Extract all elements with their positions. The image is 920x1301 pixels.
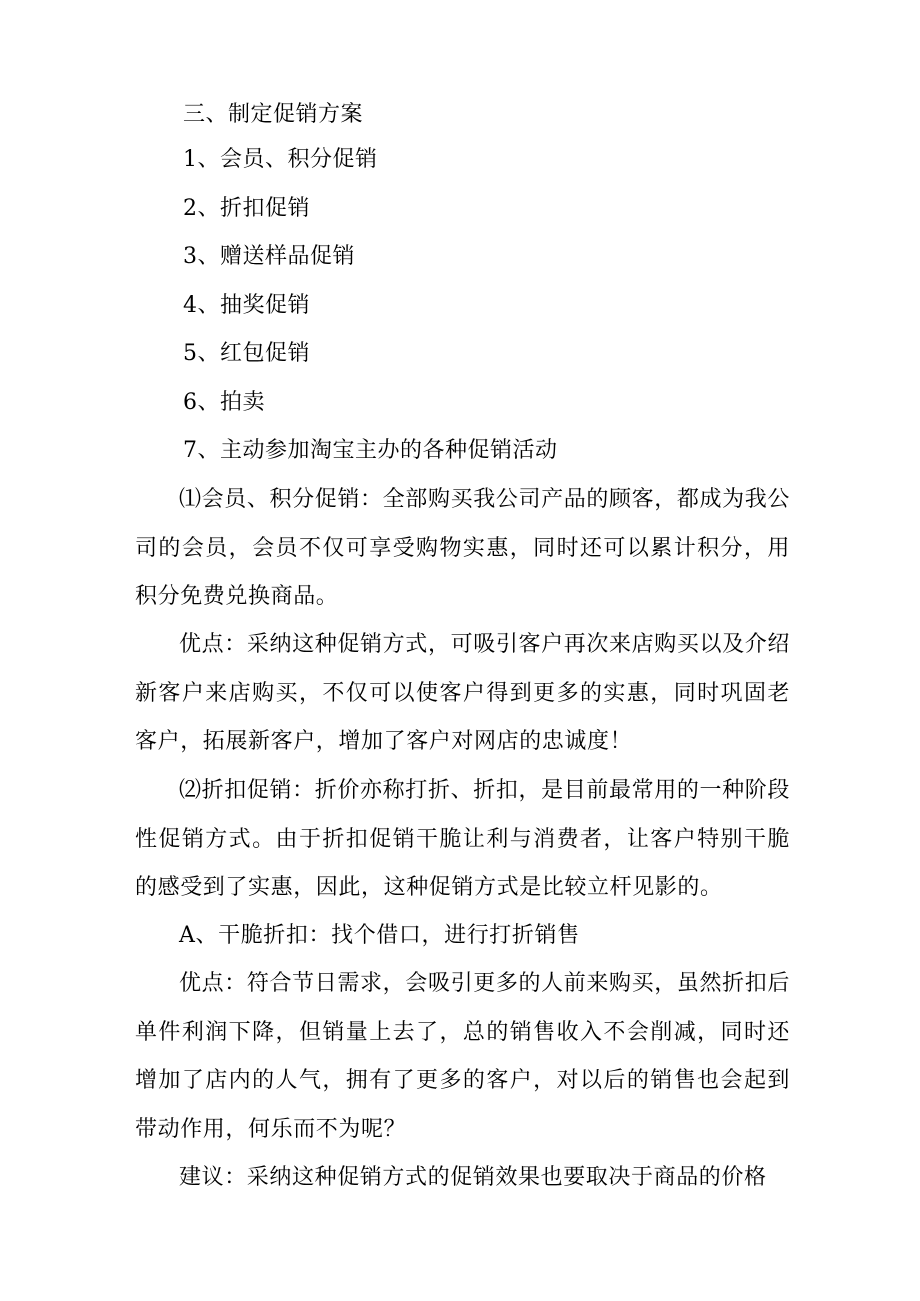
section-heading: 三、制定促销方案 bbox=[183, 102, 364, 127]
list-item-2: 2、折扣促销 bbox=[183, 196, 310, 221]
list-item-3: 3、赠送样品促销 bbox=[183, 244, 355, 269]
paragraph-discount-advantages: 优点：符合节日需求，会吸引更多的人前来购买，虽然折扣后单件利润下降，但销量上去了，总的销售收入不会削减，同时还增加了店内的人气，拥有了更多的客户，对以后的销售也会起到带动作用，何乐而不为呢？ bbox=[135, 971, 790, 1142]
paragraph-direct-discount: A、干脆折扣：找个借口，进行打折销售 bbox=[179, 923, 580, 948]
list-item-6: 6、拍卖 bbox=[183, 390, 265, 415]
paragraph-membership-promo: ⑴会员、积分促销：全部购买我公司产品的顾客，都成为我公司的会员，会员不仅可享受购物实惠，同时还可以累计积分，用积分免费兑换商品。 bbox=[135, 487, 790, 609]
paragraph-suggestion: 建议：采纳这种促销方式的促销效果也要取决于商品的价格 bbox=[179, 1165, 767, 1190]
list-item-7: 7、主动参加淘宝主办的各种促销活动 bbox=[183, 438, 558, 463]
list-item-1: 1、会员、积分促销 bbox=[183, 147, 378, 172]
list-item-5: 5、红包促销 bbox=[183, 341, 310, 366]
paragraph-membership-advantages: 优点：采纳这种促销方式，可吸引客户再次来店购买以及介绍新客户来店购买，不仅可以使客户得到更多的实惠，同时巩固老客户，拓展新客户，增加了客户对网店的忠诚度！ bbox=[135, 632, 790, 754]
list-item-4: 4、抽奖促销 bbox=[183, 293, 310, 318]
paragraph-discount-promo: ⑵折扣促销：折价亦称打折、折扣，是目前最常用的一种阶段性促销方式。由于折扣促销干脆让利与消费者，让客户特别干脆的感受到了实惠，因此，这种促销方式是比较立杆见影的。 bbox=[135, 778, 790, 900]
